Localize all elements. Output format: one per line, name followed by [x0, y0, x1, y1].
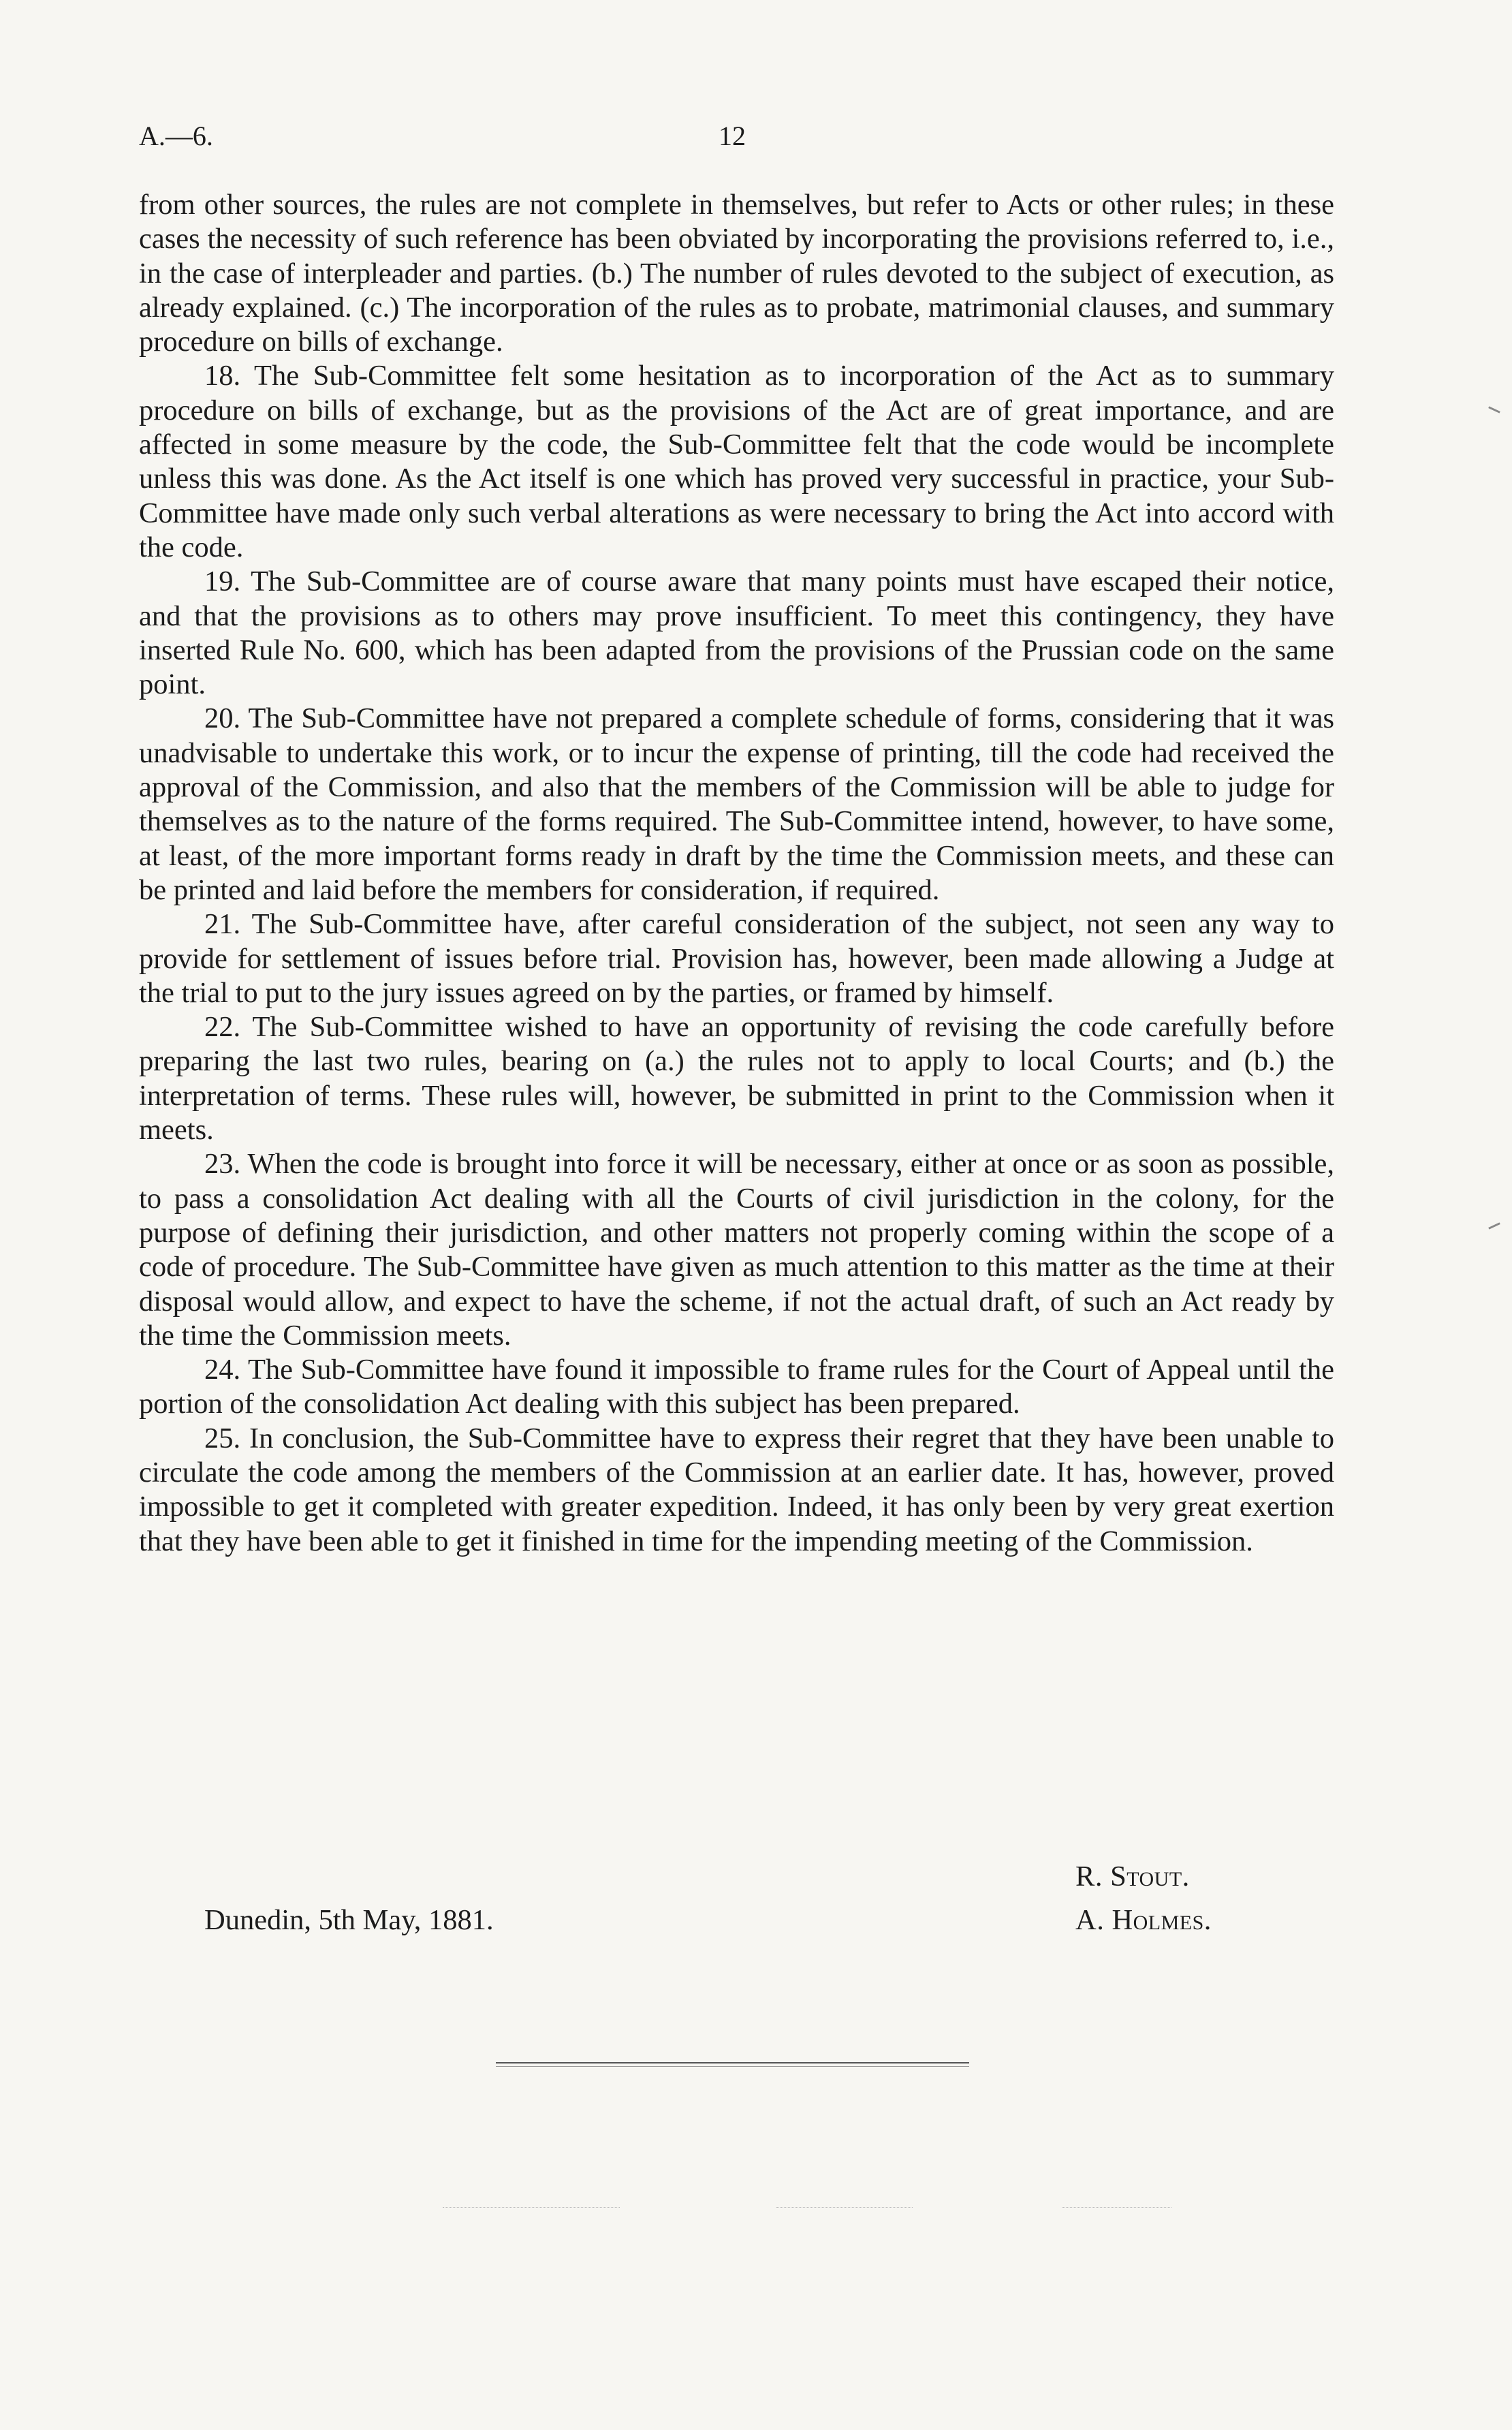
- paragraph-20: 20. The Sub-Committee have not prepared a complete schedule of forms, considering that it was unadvisable to undertake this work, or to incur the expense of printing, till the code had received the approval of the Commission, and also that the members of the Commission will be able to judge for themselves as to the nature of the forms required. The Sub-Committee intend, however, to have some, at least, of the more important forms ready in draft by the time the Commission meets, and these can be printed and laid before the members for consideration, if required.: [139, 702, 1334, 906]
- bleed-through-mark: [443, 2207, 620, 2222]
- end-rule-secondary: [496, 2066, 969, 2067]
- body-text: [139, 188, 1334, 1559]
- paragraph-25: 25. In conclusion, the Sub-Committee have to express their regret that they have been unable to circulate the code among the members of the Commission at an earlier date. It has, however, proved impossible to get it completed with greater expedition. Indeed, it has only been by very great exertion that they have been able to get it finished in time for the impending meeting of the Commission.: [139, 1422, 1334, 1557]
- page-number: 12: [719, 121, 746, 151]
- date-line: Dunedin, 5th May, 1881.: [204, 1904, 494, 1936]
- paragraph-21: 21. The Sub-Committee have, after careful consideration of the subject, not seen any way to provide for settlement of issues before trial. Provision has, however, been made allowing a Judge at the trial to put to the jury issues agreed on by the parties, or framed by himself.: [139, 908, 1334, 1009]
- paragraph-22: 22. The Sub-Committee wished to have an opportunity of revising the code carefully before preparing the last two rules, bearing on (a.) the rules not to apply to local Courts; and (b.) the interpretation of terms. These rules will, however, be submitted in print to the Commission when it meets.: [139, 1011, 1334, 1147]
- signature-block: [139, 1860, 1334, 1942]
- paragraph-24: 24. The Sub-Committee have found it impossible to frame rules for the Court of Appeal until the portion of the consolidation Act dealing with this subject has been prepared.: [139, 1354, 1334, 1420]
- bleed-through-mark: [1062, 2207, 1171, 2222]
- margin-mark: [1488, 1222, 1500, 1229]
- paragraph-continuation: from other sources, the rules are not complete in themselves, but refer to Acts or other rules; in these cases the necessity of such reference has been obviated by incorporating the provisions referred to, i.e., in the case of interpleader and parties. (b.) The number of rules devoted to the subject of execution, as already explained. (c.) The incorporation of the rules as to probate, matrimonial clauses, and summary procedure on bills of exchange.: [139, 189, 1334, 358]
- margin-mark: [1488, 406, 1500, 413]
- signatory-holmes: A. Holmes.: [1075, 1904, 1212, 1936]
- paragraph-18: 18. The Sub-Committee felt some hesitation as to incorporation of the Act as to summary procedure on bills of exchange, but as the provisions of the Act are of great importance, and are affected in some measure by the code, the Sub-Committee felt that the code would be incomplete unless this was done. As the Act itself is one which has proved very successful in practice, your Sub-Committee have made only such verbal alterations as were necessary to bring the Act into accord with the code.: [139, 360, 1334, 563]
- bleed-through-mark: [776, 2207, 913, 2222]
- paragraph-19: 19. The Sub-Committee are of course aware that many points must have escaped their notice, and that the provisions as to others may prove insufficient. To meet this contingency, they have inserted Rule No. 600, which has been adapted from the provisions of the Prussian code on the same point.: [139, 565, 1334, 701]
- paragraph-23: 23. When the code is brought into force it will be necessary, either at once or as soon as possible, to pass a consolidation Act dealing with all the Courts of civil jurisdiction in the colony, for the purpose of defining their jurisdiction, and other matters not properly coming within the scope of a code of procedure. The Sub-Committee have given as much attention to this matter as the time at their disposal would allow, and expect to have the scheme, if not the actual draft, of such an Act ready by the time the Commission meets.: [139, 1148, 1334, 1352]
- end-rule: [496, 2062, 969, 2063]
- document-reference: A.—6.: [139, 121, 213, 151]
- signatory-stout: R. Stout.: [1075, 1860, 1190, 1892]
